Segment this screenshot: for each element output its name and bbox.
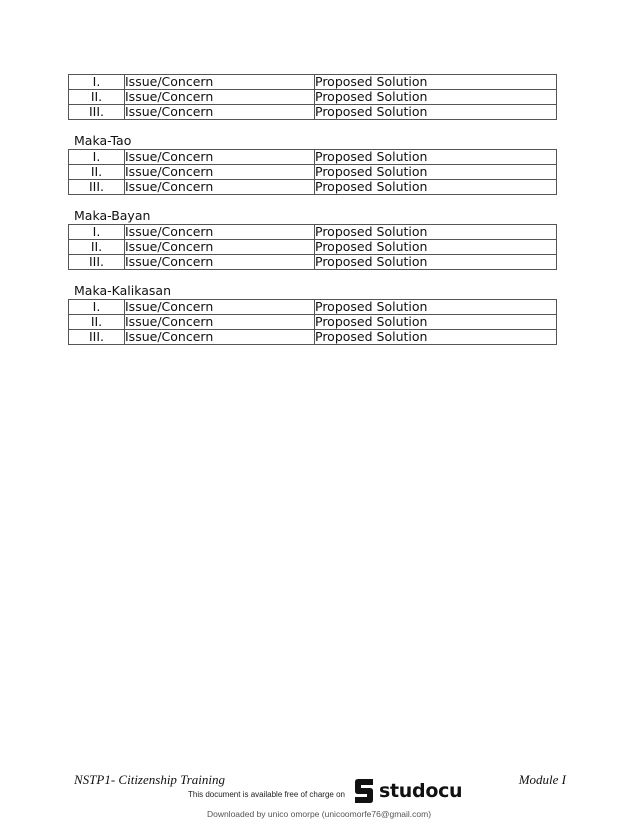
row-number: III. — [69, 255, 125, 270]
solution-cell: Proposed Solution — [315, 165, 557, 180]
row-number: II. — [69, 90, 125, 105]
table-row — [69, 300, 557, 315]
download-notice: Downloaded by unico omorpe (unicoomorfe76@gmail.com) — [206, 809, 432, 819]
table-row — [69, 180, 557, 195]
solution-cell: Proposed Solution — [315, 105, 557, 120]
issues-table — [68, 149, 557, 195]
issue-cell: Issue/Concern — [125, 300, 315, 315]
table-row — [69, 240, 557, 255]
issue-cell: Issue/Concern — [125, 75, 315, 90]
table-row — [69, 225, 557, 240]
issues-table — [68, 299, 557, 345]
availability-notice: This document is available free of charge on — [188, 790, 345, 799]
issue-cell: Issue/Concern — [125, 315, 315, 330]
issue-cell: Issue/Concern — [125, 165, 315, 180]
solution-cell: Proposed Solution — [315, 330, 557, 345]
issue-cell: Issue/Concern — [125, 330, 315, 345]
table-block-maka-kalikasan — [68, 283, 557, 345]
footer-course-title: NSTP1- Citizenship Training — [74, 772, 225, 787]
footer-module-label: Module I — [518, 772, 566, 787]
table-block-untitled — [68, 74, 557, 120]
issue-cell: Issue/Concern — [125, 150, 315, 165]
table-row — [69, 75, 557, 90]
table-row — [69, 150, 557, 165]
table-row — [69, 105, 557, 120]
issues-table — [68, 74, 557, 120]
row-number: I. — [69, 225, 125, 240]
solution-cell: Proposed Solution — [315, 90, 557, 105]
row-number: II. — [69, 315, 125, 330]
issue-cell: Issue/Concern — [125, 90, 315, 105]
studocu-logo-link[interactable] — [352, 778, 462, 804]
solution-cell: Proposed Solution — [315, 255, 557, 270]
row-number: III. — [69, 180, 125, 195]
row-number: I. — [69, 300, 125, 315]
issues-table — [68, 224, 557, 270]
table-row — [69, 255, 557, 270]
table-block-maka-tao — [68, 133, 557, 195]
row-number: I. — [69, 150, 125, 165]
issue-cell: Issue/Concern — [125, 255, 315, 270]
section-heading: Maka-Kalikasan — [74, 283, 171, 298]
issue-cell: Issue/Concern — [125, 225, 315, 240]
solution-cell: Proposed Solution — [315, 300, 557, 315]
solution-cell: Proposed Solution — [315, 75, 557, 90]
row-number: III. — [69, 105, 125, 120]
table-block-maka-bayan — [68, 208, 557, 270]
studocu-logo-icon — [352, 778, 376, 804]
table-row — [69, 165, 557, 180]
row-number: I. — [69, 75, 125, 90]
studocu-wordmark: studocu — [379, 780, 463, 802]
issue-cell: Issue/Concern — [125, 180, 315, 195]
table-row — [69, 330, 557, 345]
row-number: III. — [69, 330, 125, 345]
solution-cell: Proposed Solution — [315, 150, 557, 165]
issue-cell: Issue/Concern — [125, 105, 315, 120]
solution-cell: Proposed Solution — [315, 180, 557, 195]
solution-cell: Proposed Solution — [315, 315, 557, 330]
section-heading: Maka-Tao — [74, 133, 132, 148]
table-row — [69, 90, 557, 105]
table-row — [69, 315, 557, 330]
solution-cell: Proposed Solution — [315, 240, 557, 255]
issue-cell: Issue/Concern — [125, 240, 315, 255]
row-number: II. — [69, 240, 125, 255]
row-number: II. — [69, 165, 125, 180]
solution-cell: Proposed Solution — [315, 225, 557, 240]
section-heading: Maka-Bayan — [74, 208, 151, 223]
